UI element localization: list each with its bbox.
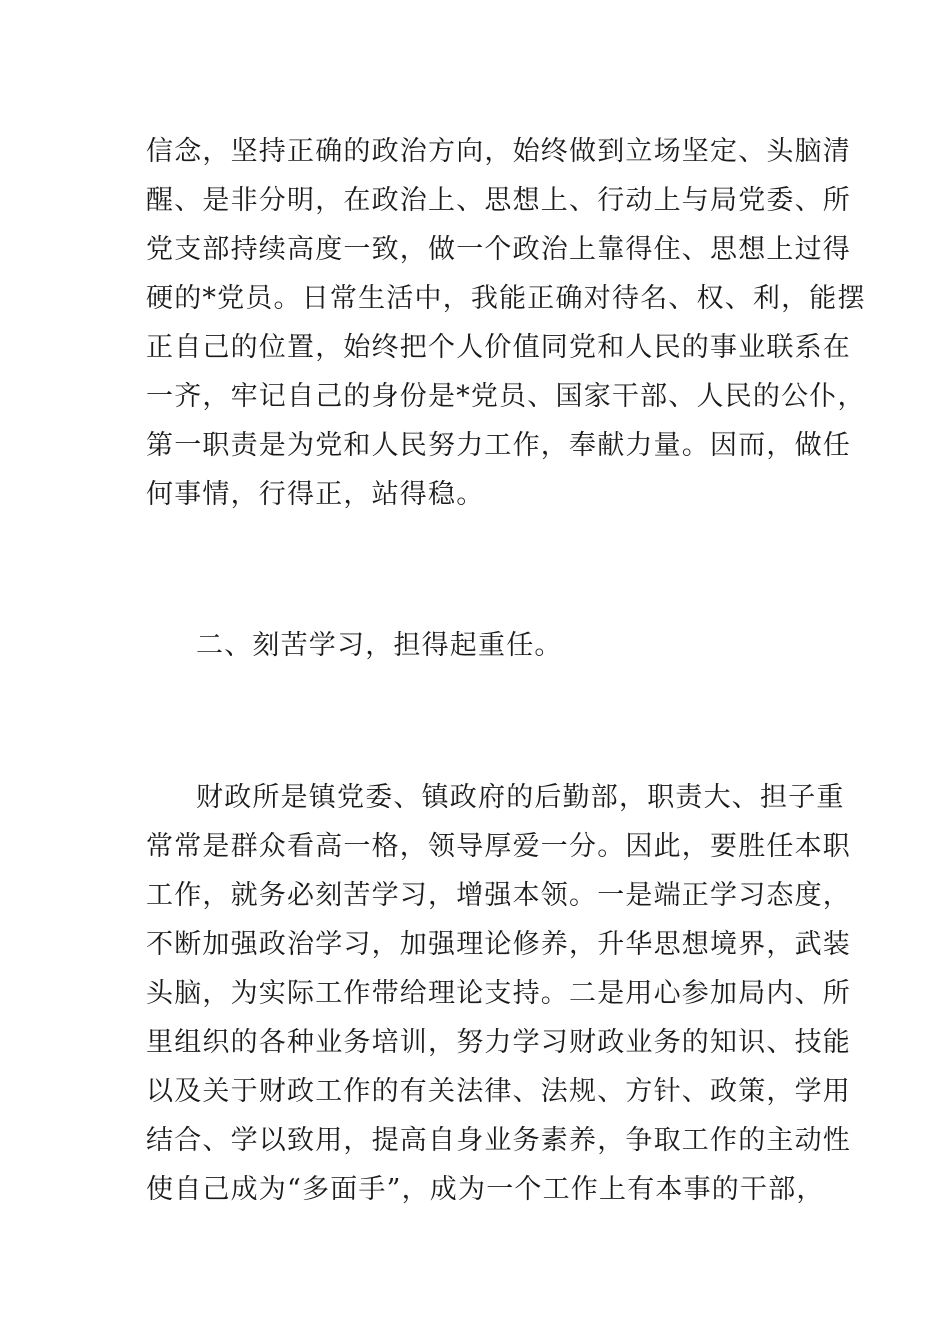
text-line: 硬的*党员。日常生活中，我能正确对待名、权、利，能摆	[146, 283, 866, 314]
text-line: 一齐，牢记自己的身份是*党员、国家干部、人民的公仆，	[146, 381, 866, 412]
text-line: 财政所是镇党委、镇政府的后勤部，职责大、担子重	[196, 782, 845, 813]
text-line: 以及关于财政工作的有关法律、法规、方针、政策，学用	[146, 1076, 851, 1107]
text-line: 工作，就务必刻苦学习，增强本领。一是端正学习态度，	[146, 880, 851, 911]
text-line: 第一职责是为党和人民努力工作，奉献力量。因而，做任	[146, 430, 851, 461]
text-line: 何事情，行得正，站得稳。	[146, 479, 485, 510]
text-line: 使自己成为“多面手”，成为一个工作上有本事的干部，	[146, 1174, 825, 1205]
text-line: 党支部持续高度一致，做一个政治上靠得住、思想上过得	[146, 234, 851, 265]
text-line: 醒、是非分明，在政治上、思想上、行动上与局党委、所	[146, 185, 851, 216]
text-line: 正自己的位置，始终把个人价值同党和人民的事业联系在	[146, 332, 851, 363]
text-line: 头脑，为实际工作带给理论支持。二是用心参加局内、所	[146, 978, 851, 1009]
text-line: 信念，坚持正确的政治方向，始终做到立场坚定、头脑清	[146, 136, 851, 167]
section-heading: 二、刻苦学习，担得起重任。	[196, 630, 563, 661]
text-line: 结合、学以致用，提高自身业务素养，争取工作的主动性	[146, 1125, 851, 1156]
text-line: 不断加强政治学习，加强理论修养，升华思想境界，武装	[146, 929, 851, 960]
text-line: 里组织的各种业务培训，努力学习财政业务的知识、技能	[146, 1027, 851, 1058]
text-line: 常常是群众看高一格，领导厚爱一分。因此，要胜任本职	[146, 831, 851, 862]
